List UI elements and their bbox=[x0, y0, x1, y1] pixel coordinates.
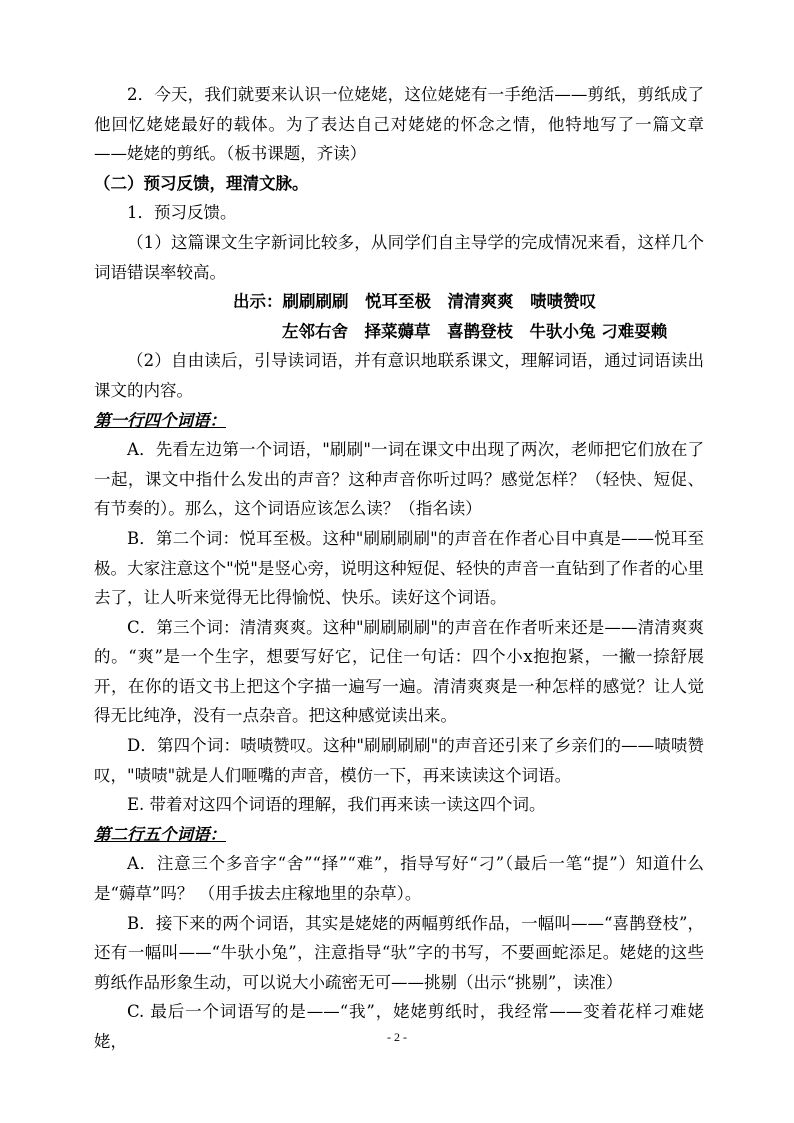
paragraph: D．第四个词：啧啧赞叹。这种"刷刷刷刷"的声音还引来了乡亲们的——啧啧赞叹，"啧啧"就是人们咂嘴的声音，模仿一下，再来读读这个词语。 bbox=[94, 736, 704, 785]
paragraph: E. 带着对这四个词语的理解，我们再来读一读这四个词。 bbox=[127, 795, 546, 815]
paragraph: A．注意三个多音字“舍”“择”“难”，指导写好“刁”（最后一笔“提”）知道什么是“薅草”吗？ （用手拔去庄稼地里的杂草）。 bbox=[94, 854, 704, 904]
paragraph: （2）自由读后，引导读词语，并有意识地联系课文，理解词语，通过词语读出课文的内容。 bbox=[94, 351, 704, 400]
paragraph: B．接下来的两个词语，其实是姥姥的两幅剪纸作品，一幅叫——“喜鹊登枝”，还有一幅叫——“牛驮小兔”，注意指导“驮”字的书写，不要画蛇添足。姥姥的这些剪纸作品形象生动，可以说大小疏密无可——挑剔（出示“挑剔”，读准） bbox=[94, 913, 704, 992]
paragraph: 1．预习反馈。 bbox=[127, 203, 237, 223]
paragraph: （1）这篇课文生字新词比较多，从同学们自主导学的完成情况来看，这样几个词语错误率较高。 bbox=[94, 232, 704, 282]
paragraph: C．第三个词：清清爽爽。这种"刷刷刷刷"的声音在作者听来还是——清清爽爽的。“爽”是一个生字，想要写好它，记住一句话：四个小x抱抱紧，一撇一捺舒展开，在你的语文书上把这个字描一遍写一遍。清清爽爽是一种怎样的感觉？让人觉得无比纯净，没有一点杂音。把这种感觉读出来。 bbox=[94, 617, 704, 726]
document-body bbox=[94, 80, 704, 1057]
paragraph: B．第二个词：悦耳至极。这种"刷刷刷刷"的声音在作者心目中真是——悦耳至极。大家注意这个"悦"是竖心旁，说明这种短促、轻快的声音一直钻到了作者的心里去了，让人听来觉得无比得愉悦、快乐。读好这个词语。 bbox=[94, 528, 704, 608]
vocab-row-2: 左邻右舍 择菜薅草 喜鹊登枝 牛驮小兔 刁难耍赖 bbox=[282, 321, 668, 341]
paragraph: 2．今天，我们就要来认识一位姥姥，这位姥姥有一手绝活——剪纸，剪纸成了他回忆姥姥最好的载体。为了表达自己对姥姥的怀念之情，他特地写了一篇文章——姥姥的剪纸。（板书课题，齐读） bbox=[94, 85, 704, 164]
subheading-second-row: 第二行五个词语： bbox=[94, 824, 226, 844]
page-number: - 2 - bbox=[387, 1030, 407, 1044]
paragraph: C. 最后一个词语写的是——“我”，姥姥剪纸时，我经常——变着花样刁难姥姥， bbox=[94, 1002, 704, 1051]
section-heading: （二）预习反馈，理清文脉。 bbox=[94, 173, 309, 193]
vocab-row-1: 出示：刷刷刷刷 悦耳至极 清清爽爽 啧啧赞叹 bbox=[233, 292, 596, 312]
paragraph: A．先看左边第一个词语，"刷刷"一词在课文中出现了两次，老师把它们放在了一起，课文中指什么发出的声音？这种声音你听过吗？感觉怎样？（轻快、短促、有节奏的）。那么，这个词语应该怎么读？（指名读） bbox=[94, 440, 704, 519]
subheading-first-row: 第一行四个词语： bbox=[94, 410, 226, 430]
